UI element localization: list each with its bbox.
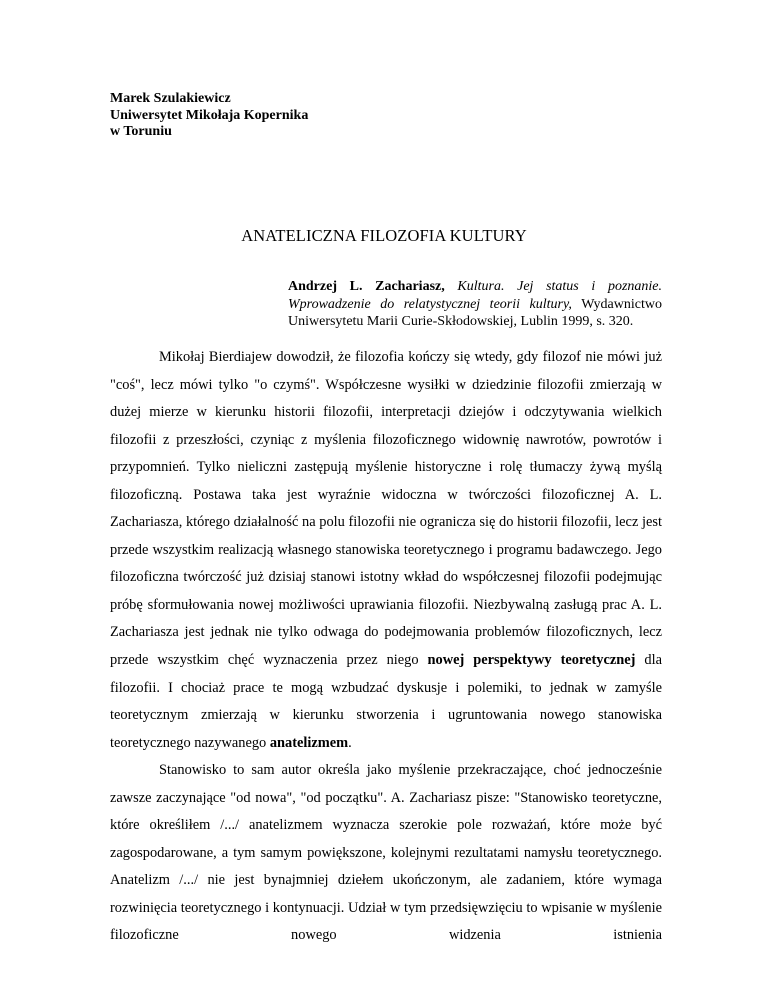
emphasis-anatelizm: anatelizmem	[269, 734, 349, 751]
emphasis-new-perspective: nowej perspektywy teoretycznej	[427, 652, 636, 669]
article-title: ANATELICZNA FILOZOFIA KULTURY	[241, 226, 527, 245]
reviewed-book-title: Kultura. Jej status i poznanie. Wprowadzenie do relatystycznej teorii kultury,	[288, 279, 662, 312]
paragraph-1-end: .	[348, 734, 352, 751]
author-name: Marek Szulakiewicz	[110, 91, 231, 106]
paragraph-2: Stanowisko to sam autor określa jako myślenie przekraczające, choć jednocześnie zawsze zaczynające "od nowa", "od początku". A. Zachariasz pisze: "Stanowisko teoretyczne, które określiłem /.../ anatelizmem wyznacza szerokie pole rozważań, które może być zagospodarowane, a tym samym powiększone, kolejnymi rezultatami namysłu teoretycznego. Anatelizm /.../ nie jest bynajmniej dziełem ukończonym, ale zadaniem, które wymaga rozwinięcia teoretycznego i kontynuacji. Udział w tym przedsięwzięciu to wpisanie w myślenie filozoficzne nowego widzenia istnienia	[110, 762, 662, 944]
affiliation-city: w Toruniu	[110, 124, 172, 139]
paragraph-1-text-a: Mikołaj Bierdiajew dowodził, że filozofia kończy się wtedy, gdy filozof nie mówi już "coś", lecz mówi tylko "o czymś". Współczesne wysiłki w dziedzinie filozofii zmierzają w dużej mierze w kierunku historii filozofii, interpretacji dziejów i odczytywania wielkich filozofii z przeszłości, czyniąc z myślenia filozoficznego widownię nawrotów, powrotów i przypomnień. Tylko nieliczni zastępują myślenie historyczne i rolę tłumaczy żywą myślą filozoficzną. Postawa taka jest wyraźnie widoczna w twórczości filozoficznej A. L. Zachariasza, którego działalność na polu filozofii nie ogranicza się do historii filozofii, lecz jest przede wszystkim realizacją własnego stanowiska teoretycznego i programu badawczego. Jego filozoficzna twórczość już dzisiaj stanowi istotny wkład do współczesnej filozofii podejmując próbę sformułowania nowej możliwości uprawiania filozofii. Niezbywalną zasługą prac A. L. Zachariasza jest jednak nie tylko odwaga do podejmowania problemów filozoficznych, lecz przede wszystkim chęć wyznaczenia przez niego	[110, 349, 662, 669]
paragraph-1	[110, 344, 662, 757]
reviewed-book-author: Andrzej L. Zachariasz,	[288, 279, 445, 294]
reviewed-book-publisher: Wydawnictwo Uniwersytetu Marii Curie-Skłodowskiej, Lublin 1999, s. 320.	[288, 296, 662, 329]
affiliation-university: Uniwersytet Mikołaja Kopernika	[110, 107, 309, 123]
author-affiliation-block	[110, 91, 308, 141]
paragraph-1-text-b: dla filozofii. I chociaż prace te mogą wzbudzać dyskusje i polemiki, to jednak w zamyśle teoretycznym zmierzają w kierunku stworzenia i ugruntowania nowego stanowiska teoretycznego nazywanego	[110, 652, 663, 751]
reviewed-book-reference	[288, 278, 662, 331]
article-body	[110, 344, 662, 950]
